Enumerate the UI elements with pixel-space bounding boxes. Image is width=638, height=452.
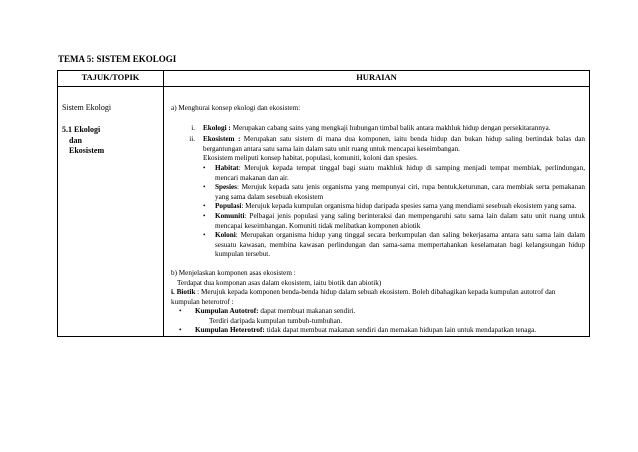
- biotik-paragraph: [171, 288, 585, 307]
- bullet-desc: dapat membuat makanan sendiri.: [258, 307, 356, 316]
- bullet-icon: •: [179, 326, 182, 335]
- bullet-desc: tidak dapat membuat makanan sendiri dan memakan hidupan lain untuk mendapatkan tenaga.: [264, 326, 537, 335]
- bullet-text: [215, 231, 585, 260]
- bullet-term: Koloni: [215, 231, 236, 240]
- bullet-term: Kumpulan Autotrof:: [195, 307, 259, 316]
- document-title: TEMA 5: SISTEM EKOLOGI: [58, 54, 177, 64]
- bullet-item: [203, 212, 585, 231]
- topic-sub-line: dan: [69, 135, 82, 145]
- bullet-desc: : Merujuk kepada tempat tinggal bagi suatu makhluk hidup di samping menjadi tempat membiak, perlindungan, mencari makanan dan air.: [215, 163, 585, 182]
- item-number: ii.: [189, 135, 195, 144]
- bullet-icon: •: [203, 183, 206, 192]
- table-row: [58, 87, 590, 337]
- item-text: [203, 124, 585, 134]
- topic-main: Sistem Ekologi: [62, 103, 112, 112]
- bullet-icon: •: [203, 231, 206, 240]
- bullet-text: [215, 212, 585, 231]
- numbered-item: [171, 124, 585, 134]
- bullet-desc: : Merujuk kepada kumpulan organisma hidup daripada spesies sama yang mendiami sesebuah ekosistem yang sama.: [241, 202, 577, 211]
- biotik-desc: : Merujuk kepada komponen benda-benda hidup dalam sebuah ekosistem. Boleh dibahagikan kepada kumpulan autotrof dan kumpulan heterotrof :: [171, 288, 556, 306]
- bullet-term: Kumpulan Heterotrof:: [195, 326, 265, 335]
- ecosystem-note: Ekosistem meliputi konsep habitat, populasi, komuniti, koloni dan spesies.: [203, 154, 418, 163]
- description-cell: [164, 87, 590, 337]
- section-a-heading: a) Menghurai konsep ekologi dan ekosistem:: [171, 104, 301, 112]
- item-desc: Merupakan cabang sains yang mengkaji hubungan timbal balik antara makhluk hidup dengan persekitarannya.: [230, 123, 551, 132]
- bullet-text: [195, 326, 585, 336]
- bullet-desc: : Merujuk kepada satu jenis organisma yang mempunyai ciri, rupa bentuk,keturunan, cara membiak serta pemakanan yang sama dalam sesebuah ekosistem: [215, 183, 585, 201]
- header-topic: TAJUK/TOPIK: [58, 71, 164, 87]
- bullet-text: [195, 307, 585, 326]
- bullet-item: [203, 231, 585, 260]
- topic-sub-line: Ekosistem: [69, 146, 105, 155]
- numbered-item: [171, 135, 585, 154]
- bullet-icon: •: [179, 307, 182, 316]
- bullet-item: [203, 183, 585, 202]
- bullet-item: [203, 202, 585, 212]
- bullet-icon: •: [203, 202, 206, 211]
- bullet-item: [179, 307, 585, 326]
- bullet-icon: •: [203, 211, 206, 220]
- section-b-intro: Terdapat dua komponan asas dalam ekosistem, iaitu biotik dan abiotik): [177, 278, 382, 287]
- biotik-term: i. Biotik: [171, 288, 196, 297]
- bullet-desc: : Pelbagai jenis populasi yang saling berinteraksi dan mempengaruhi satu sama lain dalam satu unit ruang untuk mencapai keseimbangan. Komuniti tidak melibatkan komponen abiotik: [215, 211, 585, 230]
- content-table: [57, 70, 590, 337]
- item-term: Ekosistem :: [203, 135, 241, 144]
- topic-sub-line: 5.1 Ekologi: [62, 125, 101, 134]
- item-text: [203, 135, 585, 154]
- section-b-heading: b) Menjelaskan komponen asas ekosistem :: [171, 268, 296, 277]
- bullet-term: Komuniti: [215, 211, 245, 220]
- bullet-extra: Terdiri daripada kumpulan tumbuh-tumbuhan.: [209, 316, 343, 325]
- table-header-row: [58, 71, 590, 87]
- bullet-text: [215, 164, 585, 183]
- bullet-item: [203, 164, 585, 183]
- bullet-term: Habitat: [215, 163, 239, 172]
- bullet-desc: : Merupakan organisma hidup yang tinggal secara berkumpulan dan saling bekerjasama antara satu sama lain dalam sesuatu kawasan, membina kawasan perlindungan dan sama-sama mempertahankan keselamatan bagi kelangsungan hidup kumpulan tersebut.: [215, 231, 585, 259]
- bullet-term: Spesies: [215, 183, 237, 192]
- header-description: HURAIAN: [164, 71, 590, 87]
- bullet-icon: •: [203, 163, 206, 172]
- topic-cell: [58, 87, 164, 337]
- item-number: i.: [191, 123, 195, 132]
- bullet-text: [215, 183, 585, 202]
- item-desc: Merupakan satu sistem di mana dua komponen, iaitu benda hidup dan bukan hidup saling bertindak balas dan bergantungan antara satu sama lain dalam satu unit ruang untuk mencapai keseimbangan.: [203, 135, 585, 153]
- bullet-text: [215, 202, 585, 212]
- bullet-item: [179, 326, 585, 336]
- item-term: Ekologi :: [203, 123, 231, 132]
- bullet-term: Populasi: [215, 202, 242, 211]
- topic-sub: [62, 125, 163, 157]
